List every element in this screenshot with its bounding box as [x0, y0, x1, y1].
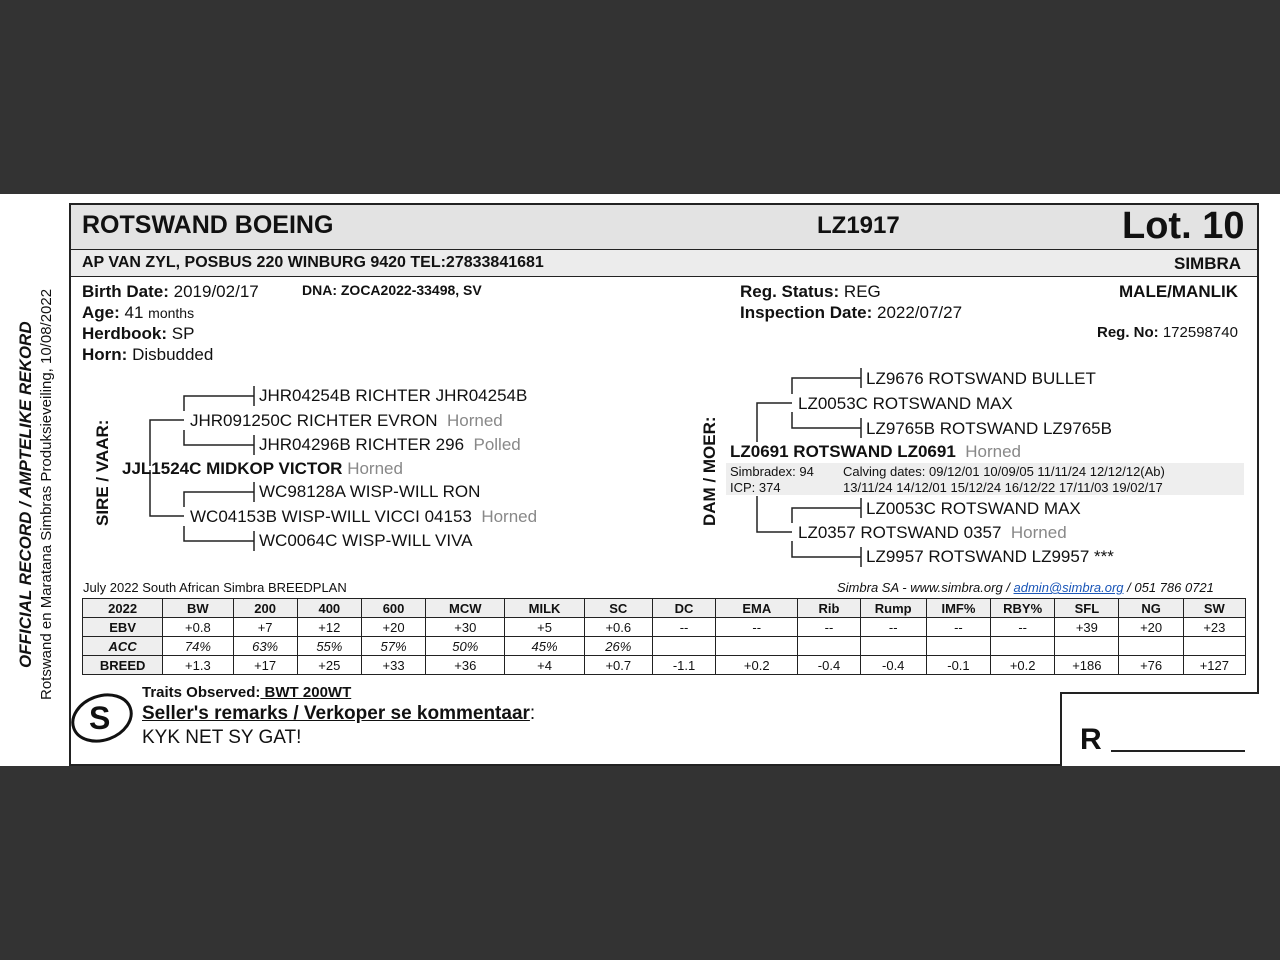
- sex-label: MALE/MANLIK: [1119, 282, 1238, 301]
- ebv-cell: 74%: [163, 637, 233, 656]
- sire-name: JJL1524C MIDKOP VICTOR Horned: [122, 459, 403, 478]
- row-label: BREED: [83, 656, 163, 675]
- simbradex: Simbradex: 94: [730, 464, 814, 479]
- ebv-header-cell: 2022: [83, 599, 163, 618]
- dam-side-label: DAM / MOER:: [700, 416, 719, 526]
- price-r-label: R: [1080, 723, 1102, 756]
- breedplan-title: July 2022 South African Simbra BREEDPLAN: [83, 580, 347, 595]
- herdbook-info: Herdbook: SP: [82, 324, 195, 343]
- ebv-header-cell: NG: [1119, 599, 1183, 618]
- email-link[interactable]: admin@simbra.org: [1013, 580, 1124, 595]
- calving-dates-1: Calving dates: 09/12/01 10/09/05 11/11/24 12/12/12(Ab): [843, 464, 1165, 479]
- ebv-cell: +36: [426, 656, 505, 675]
- ebv-cell: +76: [1119, 656, 1183, 675]
- ebv-cell: +4: [505, 656, 584, 675]
- ebv-cell: +186: [1055, 656, 1119, 675]
- ebv-cell: 26%: [584, 637, 652, 656]
- calving-dates-2: 13/11/24 14/12/01 15/12/24 16/12/22 17/11/03 19/02/17: [843, 480, 1163, 495]
- ebv-cell: +1.3: [163, 656, 233, 675]
- ebv-cell: 63%: [233, 637, 297, 656]
- breedplan-contact: Simbra SA - www.simbra.org / admin@simbra.org / 051 786 0721: [837, 580, 1214, 595]
- sire-sire-dam: JHR04296B RICHTER 296 Polled: [259, 435, 521, 454]
- ebv-cell: 57%: [361, 637, 425, 656]
- sire-dam: WC04153B WISP-WILL VICCI 04153 Horned: [190, 507, 538, 526]
- ebv-cell: 50%: [426, 637, 505, 656]
- birth-date: Birth Date: 2019/02/17: [82, 282, 259, 301]
- dam-name: LZ0691 ROTSWAND LZ0691 Horned: [730, 442, 1021, 461]
- ebv-cell: +12: [297, 618, 361, 637]
- animal-code: LZ1917: [817, 212, 900, 239]
- ebv-header-cell: IMF%: [926, 599, 990, 618]
- dam-dam-dam: LZ9957 ROTSWAND LZ9957 ***: [866, 547, 1114, 566]
- dam-dam: LZ0357 ROTSWAND 0357 Horned: [798, 523, 1067, 542]
- ebv-cell: +0.8: [163, 618, 233, 637]
- sire-side-label: SIRE / VAAR:: [93, 419, 112, 526]
- remarks-text: KYK NET SY GAT!: [142, 727, 302, 748]
- ebv-header-cell: Rump: [860, 599, 926, 618]
- row-label: EBV: [83, 618, 163, 637]
- ebv-header-cell: EMA: [716, 599, 798, 618]
- ebv-header-cell: MCW: [426, 599, 505, 618]
- ebv-cell: +23: [1183, 618, 1245, 637]
- owner-address: AP VAN ZYL, POSBUS 220 WINBURG 9420 TEL:27833841681: [82, 254, 544, 271]
- ebv-cell: --: [716, 618, 798, 637]
- row-label: ACC: [83, 637, 163, 656]
- ebv-cell: +0.2: [991, 656, 1055, 675]
- ebv-cell: 45%: [505, 637, 584, 656]
- ebv-cell: --: [798, 618, 860, 637]
- ebv-cell: +17: [233, 656, 297, 675]
- ebv-cell: +7: [233, 618, 297, 637]
- ebv-cell: --: [652, 618, 715, 637]
- horn-info: Horn: Disbudded: [82, 345, 214, 364]
- ebv-cell: +20: [361, 618, 425, 637]
- ebv-cell: +127: [1183, 656, 1245, 675]
- animal-name: ROTSWAND BOEING: [82, 211, 334, 239]
- inspection-date: Inspection Date: 2022/07/27: [740, 303, 963, 322]
- ebv-cell: +5: [505, 618, 584, 637]
- ebv-cell: +33: [361, 656, 425, 675]
- dam-sire-dam: LZ9765B ROTSWAND LZ9765B: [866, 419, 1112, 438]
- age-info: Age: 41 months: [82, 303, 195, 322]
- reg-status: Reg. Status: REG: [740, 282, 881, 301]
- breed-label: SIMBRA: [1174, 254, 1242, 273]
- dam-dam-sire: LZ0053C ROTSWAND MAX: [866, 499, 1081, 518]
- ebv-header-cell: 400: [297, 599, 361, 618]
- dna-info: DNA: ZOCA2022-33498, SV: [302, 282, 482, 298]
- ebv-cell: +39: [1055, 618, 1119, 637]
- ebv-header-cell: SC: [584, 599, 652, 618]
- ebv-cell: +0.6: [584, 618, 652, 637]
- ebv-cell: +0.2: [716, 656, 798, 675]
- sire-sire-sire: JHR04254B RICHTER JHR04254B: [259, 386, 528, 405]
- dam-sire-sire: LZ9676 ROTSWAND BULLET: [866, 369, 1096, 388]
- ebv-cell: -0.1: [926, 656, 990, 675]
- ebv-cell: --: [860, 618, 926, 637]
- ebv-header-cell: RBY%: [991, 599, 1055, 618]
- ebv-header-cell: Rib: [798, 599, 860, 618]
- ebv-header-cell: 600: [361, 599, 425, 618]
- reg-number: Reg. No: 172598740: [1097, 324, 1238, 341]
- ebv-cell: -1.1: [652, 656, 715, 675]
- ebv-header-cell: MILK: [505, 599, 584, 618]
- traits-observed: Traits Observed: BWT 200WT: [142, 684, 352, 701]
- logo-letter: S: [89, 700, 111, 736]
- sire-sire: JHR091250C RICHTER EVRON Horned: [190, 411, 503, 430]
- sale-name-label: Rotswand en Maratana Simbras Produksieveiling, 10/08/2022: [38, 288, 55, 700]
- sire-dam-sire: WC98128A WISP-WILL RON: [259, 482, 481, 501]
- ebv-cell: +25: [297, 656, 361, 675]
- ebv-cell: --: [926, 618, 990, 637]
- official-record-label: OFFICIAL RECORD / AMPTELIKE REKORD: [16, 321, 35, 668]
- icp: ICP: 374: [730, 480, 781, 495]
- ebv-header-cell: SW: [1183, 599, 1245, 618]
- ebv-header-cell: SFL: [1055, 599, 1119, 618]
- ebv-cell: -0.4: [798, 656, 860, 675]
- ebv-header-cell: DC: [652, 599, 715, 618]
- ebv-cell: +20: [1119, 618, 1183, 637]
- sire-dam-dam: WC0064C WISP-WILL VIVA: [259, 531, 473, 550]
- ebv-cell: +30: [426, 618, 505, 637]
- ebv-cell: +0.7: [584, 656, 652, 675]
- ebv-header-cell: BW: [163, 599, 233, 618]
- price-line[interactable]: [1111, 750, 1245, 752]
- ebv-header-cell: 200: [233, 599, 297, 618]
- ebv-cell: -0.4: [860, 656, 926, 675]
- remarks-heading: Seller's remarks / Verkoper se kommentaar:: [142, 703, 536, 724]
- ebv-cell: 55%: [297, 637, 361, 656]
- ebv-cell: --: [991, 618, 1055, 637]
- lot-number: Lot. 10: [1122, 205, 1245, 247]
- dam-sire: LZ0053C ROTSWAND MAX: [798, 394, 1013, 413]
